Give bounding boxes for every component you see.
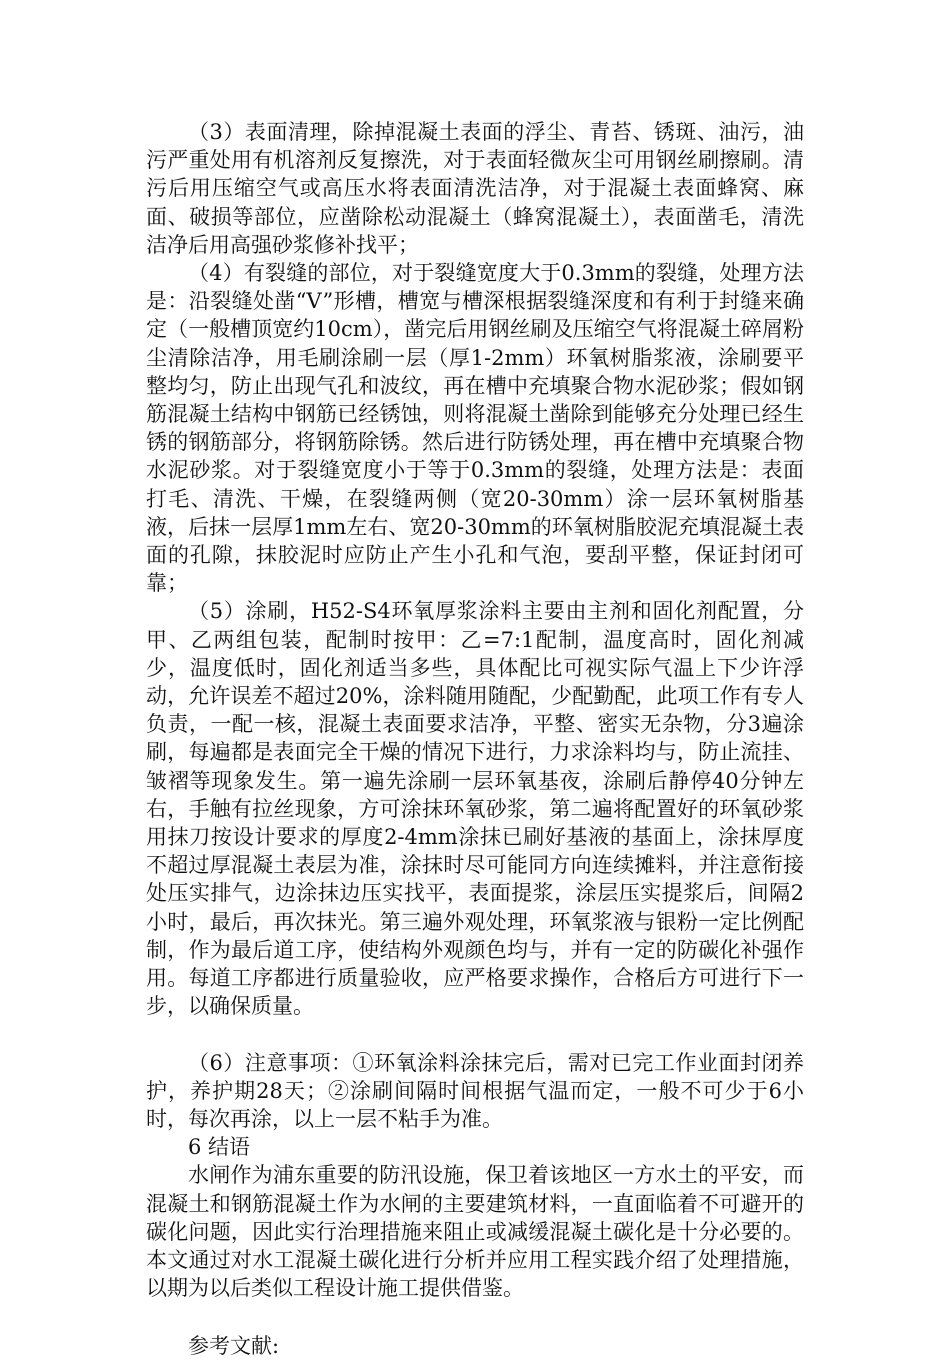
document-page — [146, 118, 804, 1361]
section-heading-conclusion: 6 结语 — [188, 1135, 251, 1160]
paragraph-coating: （5）涂刷，H52-S4环氧厚浆涂料主要由主剂和固化剂配置，分甲、乙两组包装，配制时按甲：乙=7:1配制，温度高时，固化剂减少，温度低时，固化剂适当多些，具体配比可视实际气温上下少许浮动，允许误差不超过20%，涂料随用随配，少配勤配，此项工作有专人负责，一配一核，混凝土表面要求洁净，平整、密实无杂物，分3遍涂刷，每遍都是表面完全干燥的情况下进行，力求涂料均与，防止流挂、皱褶等现象发生。第一遍先涂刷一层环氧基夜，涂刷后静停40分钟左右，手触有拉丝现象，方可涂抹环氧砂浆，第二遍将配置好的环氧砂浆用抹刀按设计要求的厚度2-4mm涂抹已刷好基液的基面上，涂抹厚度不超过厚混凝土表层为准，涂抹时尽可能同方向连续摊料，并注意衔接处压实排气，边涂抹边压实找平，表面提浆，涂层压实提浆后，间隔2小时，最后，再次抹光。第三遍外观处理，环氧浆液与银粉一定比例配制，作为最后道工序，使结构外观颜色均与，并有一定的防碳化补强作用。每道工序都进行质量验收，应严格要求操作，合格后方可进行下一步，以确保质量。 — [146, 599, 804, 1019]
paragraph-conclusion: 水闸作为浦东重要的防汛设施，保卫着该地区一方水土的平安，而混凝土和钢筋混凝土作为水闸的主要建筑材料，一直面临着不可避开的碳化问题，因此实行治理措施来阻止或减缓混凝土碳化是十分必要的。本文通过对水工混凝土碳化进行分析并应用工程实践介绍了处理措施，以期为以后类似工程设计施工提供借鉴。 — [146, 1163, 804, 1301]
paragraph-surface-cleaning: （3）表面清理，除掉混凝土表面的浮尘、青苔、锈斑、油污，油污严重处用有机溶剂反复擦洗，对于表面轻微灰尘可用钢丝刷擦刷。清污后用压缩空气或高压水将表面清洗洁净，对于混凝土表面蜂窝、麻面、破损等部位，应凿除松动混凝土（蜂窝混凝土），表面凿毛，清洗洁净后用高强砂浆修补找平； — [146, 120, 804, 257]
paragraph-precautions: （6）注意事项：①环氧涂料涂抹完后，需对已完工作业面封闭养护，养护期28天；②涂刷间隔时间根据气温而定，一般不可少于6小时，每次再涂，以上一层不粘手为准。 — [146, 1050, 804, 1131]
paragraph-crack-treatment: （4）有裂缝的部位，对于裂缝宽度大于0.3mm的裂缝，处理方法是：沿裂缝处凿“V”形槽，槽宽与槽深根据裂缝深度和有利于封缝来确定（一般槽顶宽约10cm），凿完后用钢丝刷及压缩空气将混凝土碎屑粉尘清除洁净，用毛刷涂刷一层（厚1-2mm）环氧树脂浆液，涂刷要平整均匀，防止出现气孔和波纹，再在槽中充填聚合物水泥砂浆；假如钢筋混凝土结构中钢筋已经锈蚀，则将混凝土凿除到能够充分处理已经生锈的钢筋部分，将钢筋除锈。然后进行防锈处理，再在槽中充填聚合物水泥砂浆。对于裂缝宽度小于等于0.3mm的裂缝，处理方法是：表面打毛、清洗、干燥，在裂缝两侧（宽20-30mm）涂一层环氧树脂基液，后抹一层厚1mm左右、宽20-30mm的环氧树脂胶泥充填混凝土表面的孔隙，抹胶泥时应防止产生小孔和气泡，要刮平整，保证封闭可靠； — [146, 261, 804, 596]
references-heading: 参考文献: — [188, 1334, 280, 1359]
